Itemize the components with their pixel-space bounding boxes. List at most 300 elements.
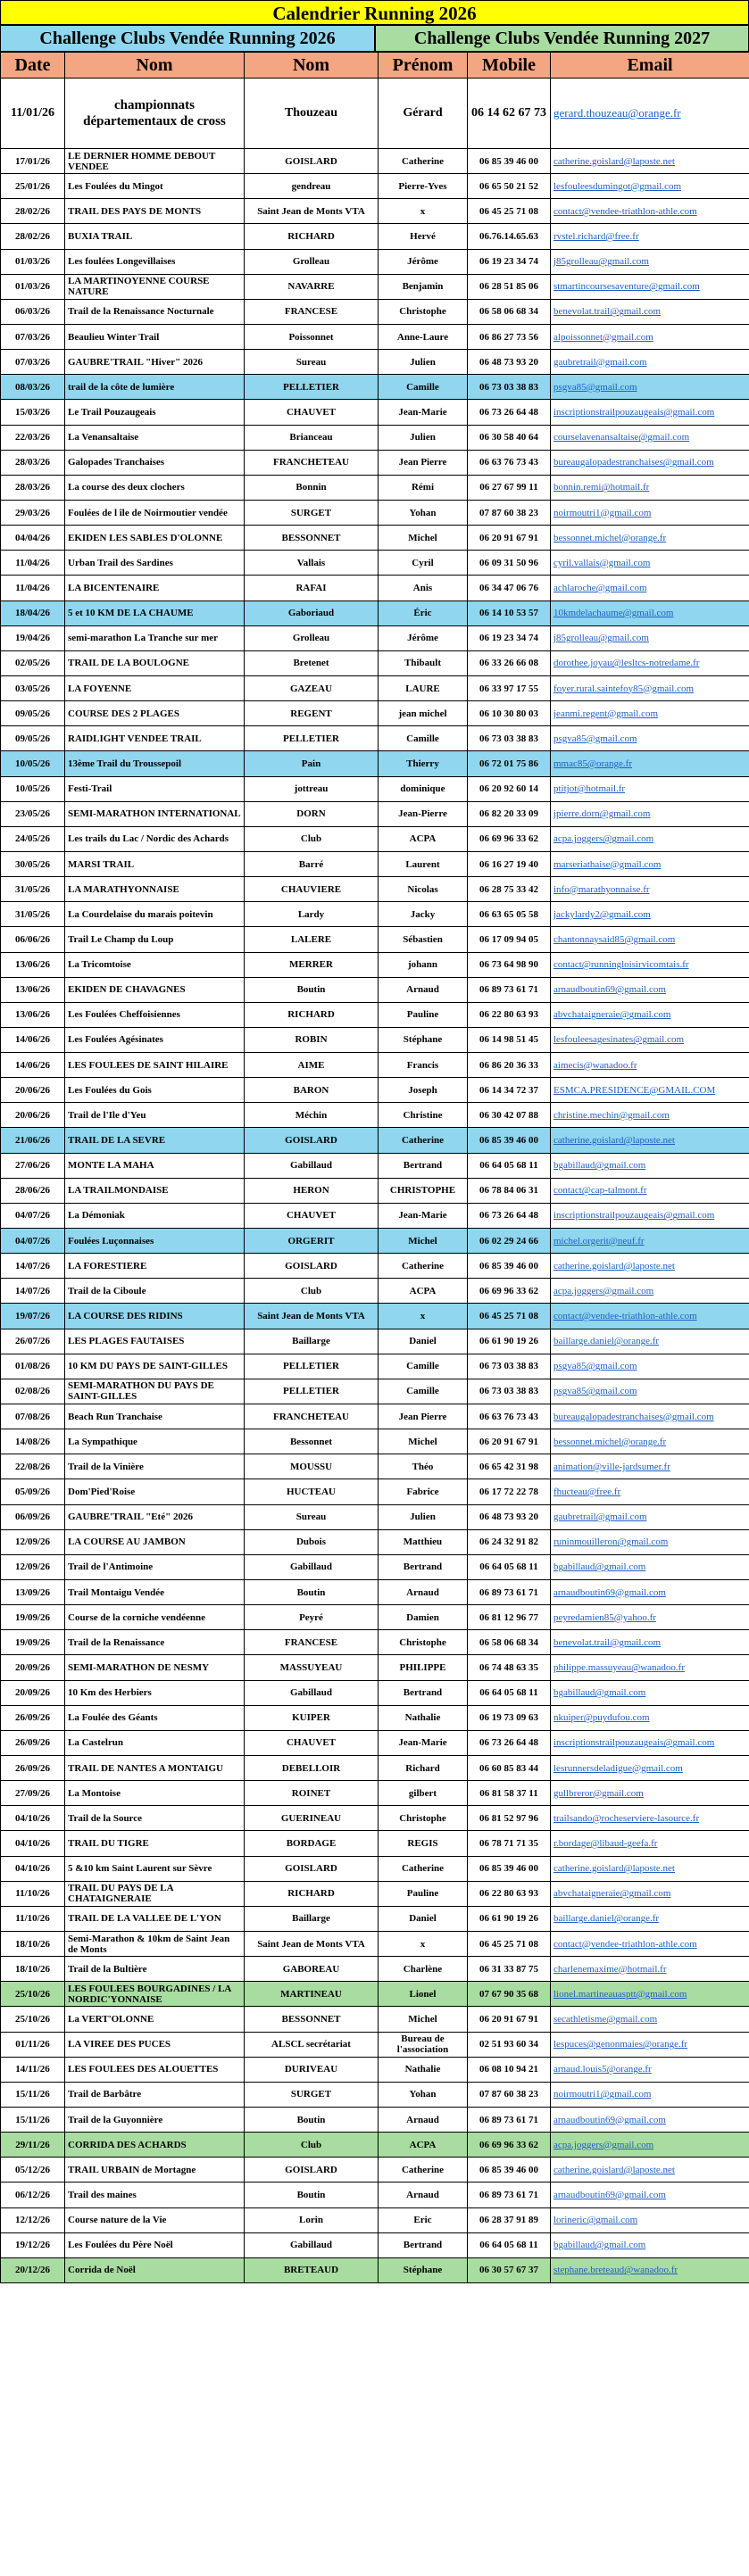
table-row	[1, 675, 749, 700]
email-link[interactable]: j85grolleau@gmail.com	[551, 625, 749, 650]
table-row	[1, 375, 749, 400]
date-cell: 20/06/26	[1, 1103, 65, 1128]
first-name-cell: Charlène	[379, 1957, 468, 1982]
email-link[interactable]: inscriptionstrailpouzaugeais@gmail.com	[551, 1730, 749, 1755]
contact-name-cell: MASSUYEAU	[245, 1655, 379, 1680]
first-name-cell: Camille	[379, 726, 468, 751]
mobile-cell: 06 60 85 83 44	[468, 1756, 551, 1781]
mobile-cell: 06 65 50 21 52	[468, 174, 551, 199]
mobile-cell: 06 02 29 24 66	[468, 1229, 551, 1254]
email-link[interactable]: stmartincoursesaventure@gmail.com	[551, 274, 749, 299]
email-link[interactable]: runinmouilleron@gmail.com	[551, 1529, 749, 1554]
email-link[interactable]: inscriptionstrailpouzaugeais@gmail.com	[551, 1203, 749, 1228]
table-row	[1, 1254, 749, 1279]
first-name-cell: Daniel	[379, 1906, 468, 1931]
mobile-cell: 06 69 96 33 62	[468, 1279, 551, 1304]
email-link[interactable]: bgabillaud@gmail.com	[551, 1680, 749, 1705]
mobile-cell: 06 89 73 61 71	[468, 977, 551, 1002]
date-cell: 04/07/26	[1, 1229, 65, 1254]
table-row	[1, 701, 749, 726]
date-cell: 15/11/26	[1, 2107, 65, 2132]
event-name-cell: Les Foulées du Père Noël	[65, 2232, 245, 2257]
table-row	[1, 1153, 749, 1178]
email-link[interactable]: acpa.joggers@gmail.com	[551, 826, 749, 851]
date-cell: 03/05/26	[1, 675, 65, 700]
email-link[interactable]: chantonnaysaid85@gmail.com	[551, 927, 749, 952]
first-name-cell: Benjamin	[379, 274, 468, 299]
mobile-cell: 06 78 84 06 31	[468, 1178, 551, 1203]
mobile-cell: 06 74 48 63 35	[468, 1655, 551, 1680]
email-link[interactable]: jpierre.dorn@gmail.com	[551, 801, 749, 826]
email-link[interactable]: gerard.thouzeau@orange.fr	[551, 79, 749, 149]
first-name-cell: dominique	[379, 776, 468, 801]
contact-name-cell: Peyré	[245, 1605, 379, 1630]
table-row	[1, 1982, 749, 2007]
email-link[interactable]: abvchataigneraie@gmail.com	[551, 1881, 749, 1906]
table-row	[1, 1856, 749, 1881]
email-link[interactable]: catherine.goislard@laposte.net	[551, 1856, 749, 1881]
email-link[interactable]: ESMCA.PRESIDENCE@GMAIL.COM	[551, 1078, 749, 1103]
header-row	[1, 53, 749, 79]
contact-name-cell: Gabillaud	[245, 1680, 379, 1705]
email-link[interactable]: contact@cap-talmont.fr	[551, 1178, 749, 1203]
contact-name-cell: HERON	[245, 1178, 379, 1203]
column-header-contact-name: Nom	[245, 53, 379, 79]
email-link[interactable]: lesfouleesagesinates@gmail.com	[551, 1027, 749, 1052]
event-name-cell: RAIDLIGHT VENDEE TRAIL	[65, 726, 245, 751]
event-name-cell: La Démoniak	[65, 1203, 245, 1228]
contact-name-cell: GOISLARD	[245, 1128, 379, 1153]
date-cell: 31/05/26	[1, 877, 65, 902]
email-link[interactable]: philippe.massuyeau@wanadoo.fr	[551, 1655, 749, 1680]
event-name-cell: Course nature de la Vie	[65, 2207, 245, 2232]
first-name-cell: Jean Pierre	[379, 450, 468, 475]
email-link[interactable]: info@marathyonnaise.fr	[551, 877, 749, 902]
mobile-cell: 06 69 96 33 62	[468, 2133, 551, 2158]
event-name-cell: Les Foulées Cheffoisiennes	[65, 1002, 245, 1027]
contact-name-cell: Gabillaud	[245, 2232, 379, 2257]
first-name-cell: Daniel	[379, 1329, 468, 1354]
contact-name-cell: ALSCL secrétariat	[245, 2032, 379, 2057]
mobile-cell: 06 30 58 40 64	[468, 425, 551, 450]
date-cell: 04/10/26	[1, 1806, 65, 1831]
event-name-cell: LA MARTINOYENNE COURSE NATURE	[65, 274, 245, 299]
contact-name-cell: SURGET	[245, 500, 379, 525]
email-link[interactable]: contact@vendee-triathlon-athle.com	[551, 1304, 749, 1329]
first-name-cell: Jean Pierre	[379, 1404, 468, 1429]
email-link[interactable]: gaubretrail@gmail.com	[551, 350, 749, 375]
contact-name-cell: Poissonnet	[245, 324, 379, 349]
email-link[interactable]: gaubretrail@gmail.com	[551, 1504, 749, 1529]
column-header-event-name: Nom	[65, 53, 245, 79]
email-link[interactable]: lesrunnersdeladigue@gmail.com	[551, 1756, 749, 1781]
mobile-cell: 06 64 05 68 11	[468, 1153, 551, 1178]
mobile-cell: 06 86 20 36 33	[468, 1053, 551, 1078]
date-cell: 15/03/26	[1, 400, 65, 425]
email-link[interactable]: peyredamien85@yahoo.fr	[551, 1605, 749, 1630]
date-cell: 05/09/26	[1, 1479, 65, 1504]
event-name-cell: LES FOULEES BOURGADINES / LA NORDIC'YONNAISE	[65, 1982, 245, 2007]
event-name-cell: Trail de la Source	[65, 1806, 245, 1831]
email-link[interactable]: bureaugalopadestranchaises@gmail.com	[551, 450, 749, 475]
email-link[interactable]: bessonnet.michel@orange.fr	[551, 1429, 749, 1454]
date-cell: 29/11/26	[1, 2133, 65, 2158]
event-name-cell: SEMI-MARATHON DE NESMY	[65, 1655, 245, 1680]
mobile-cell: 06 86 27 73 56	[468, 324, 551, 349]
event-name-cell: MONTE LA MAHA	[65, 1153, 245, 1178]
email-link[interactable]: lorineric@gmail.com	[551, 2207, 749, 2232]
first-name-cell: Jérôme	[379, 249, 468, 274]
first-name-cell: ACPA	[379, 2133, 468, 2158]
contact-name-cell: BESSONNET	[245, 2007, 379, 2032]
email-link[interactable]: acpa.joggers@gmail.com	[551, 1279, 749, 1304]
table-row	[1, 1781, 749, 1806]
first-name-cell: Joseph	[379, 1078, 468, 1103]
mobile-cell: 06 19 23 34 74	[468, 625, 551, 650]
date-cell: 19/07/26	[1, 1304, 65, 1329]
email-link[interactable]: psgva85@gmail.com	[551, 1354, 749, 1379]
table-row	[1, 500, 749, 525]
mobile-cell: 06 28 51 85 06	[468, 274, 551, 299]
event-name-cell: GAUBRE'TRAIL "Eté" 2026	[65, 1504, 245, 1529]
email-link[interactable]: bureaugalopadestranchaises@gmail.com	[551, 1404, 749, 1429]
table-row	[1, 1002, 749, 1027]
first-name-cell: Arnaud	[379, 2183, 468, 2207]
email-link[interactable]: noirmoutri1@gmail.com	[551, 2082, 749, 2107]
contact-name-cell: Méchin	[245, 1103, 379, 1128]
mobile-cell: 06 85 39 46 00	[468, 149, 551, 174]
table-row	[1, 826, 749, 851]
event-name-cell: La Tricomtoise	[65, 952, 245, 977]
email-link[interactable]: michel.orgerit@neuf.fr	[551, 1229, 749, 1254]
table-row	[1, 2057, 749, 2082]
mobile-cell: 06 73 03 38 83	[468, 1379, 551, 1404]
email-link[interactable]: jackylardy2@gmail.com	[551, 902, 749, 927]
mobile-cell: 06 73 26 64 48	[468, 1730, 551, 1755]
date-cell: 04/10/26	[1, 1856, 65, 1881]
contact-name-cell: PELLETIER	[245, 1354, 379, 1379]
email-link[interactable]: bessonnet.michel@orange.fr	[551, 526, 749, 551]
first-name-cell: Théo	[379, 1454, 468, 1479]
email-link[interactable]: noirmoutri1@gmail.com	[551, 500, 749, 525]
date-cell: 12/09/26	[1, 1529, 65, 1554]
email-link[interactable]: psgva85@gmail.com	[551, 726, 749, 751]
mobile-cell: 06 78 71 71 35	[468, 1831, 551, 1856]
email-link[interactable]: contact@runningloisirvicomtais.fr	[551, 952, 749, 977]
sheet-title: Calendrier Running 2026	[0, 0, 749, 25]
date-cell: 19/04/26	[1, 625, 65, 650]
event-name-cell: Trail de la Ciboule	[65, 1279, 245, 1304]
date-cell: 29/03/26	[1, 500, 65, 525]
email-link[interactable]: arnaud.louis5@orange.fr	[551, 2057, 749, 2082]
email-link[interactable]: gullbreror@gmail.com	[551, 1781, 749, 1806]
event-name-cell: LA VIREE DES PUCES	[65, 2032, 245, 2057]
contact-name-cell: Boutin	[245, 1580, 379, 1605]
first-name-cell: Michel	[379, 1429, 468, 1454]
first-name-cell: johann	[379, 952, 468, 977]
event-name-cell: BUXIA TRAIL	[65, 224, 245, 249]
mobile-cell: 06 22 80 63 93	[468, 1881, 551, 1906]
contact-name-cell: MARTINEAU	[245, 1982, 379, 2007]
table-row	[1, 1705, 749, 1730]
date-cell: 10/05/26	[1, 776, 65, 801]
email-link[interactable]: marseriathaise@gmail.com	[551, 851, 749, 876]
date-cell: 07/08/26	[1, 1404, 65, 1429]
first-name-cell: Bertrand	[379, 1680, 468, 1705]
mobile-cell: 07 67 90 35 68	[468, 1982, 551, 2007]
event-name-cell: SEMI-MARATHON INTERNATIONAL	[65, 801, 245, 826]
first-name-cell: Julien	[379, 425, 468, 450]
email-link[interactable]: bonnin.remi@hotmail.fr	[551, 475, 749, 500]
event-name-cell: Foulées Luçonnaises	[65, 1229, 245, 1254]
table-row	[1, 350, 749, 375]
first-name-cell: Pauline	[379, 1881, 468, 1906]
date-cell: 01/03/26	[1, 249, 65, 274]
mobile-cell: 06 08 10 94 21	[468, 2057, 551, 2082]
email-link[interactable]: trailsando@rocheserviere-lasource.fr	[551, 1806, 749, 1831]
email-link[interactable]: inscriptionstrailpouzaugeais@gmail.com	[551, 400, 749, 425]
contact-name-cell: Vallais	[245, 551, 379, 576]
date-cell: 14/06/26	[1, 1053, 65, 1078]
table-row	[1, 174, 749, 199]
date-cell: 22/03/26	[1, 425, 65, 450]
contact-name-cell: PELLETIER	[245, 375, 379, 400]
mobile-cell: 06 33 97 17 55	[468, 675, 551, 700]
contact-name-cell: KUIPER	[245, 1705, 379, 1730]
first-name-cell: Jacky	[379, 902, 468, 927]
contact-name-cell: DEBELLOIR	[245, 1756, 379, 1781]
email-link[interactable]: bgabillaud@gmail.com	[551, 1153, 749, 1178]
mobile-cell: 06 89 73 61 71	[468, 2107, 551, 2132]
email-link[interactable]: acpa.joggers@gmail.com	[551, 2133, 749, 2158]
email-link[interactable]: ptitjot@hotmail.fr	[551, 776, 749, 801]
first-name-cell: Eric	[379, 2207, 468, 2232]
mobile-cell: 06 10 30 80 03	[468, 701, 551, 726]
mobile-cell: 06 30 42 07 88	[468, 1103, 551, 1128]
first-name-cell: jean michel	[379, 701, 468, 726]
mobile-cell: 06 17 72 22 78	[468, 1479, 551, 1504]
first-name-cell: Gérard	[379, 79, 468, 149]
event-name-cell: LA FORESTIERE	[65, 1254, 245, 1279]
email-link[interactable]: catherine.goislard@laposte.net	[551, 2158, 749, 2183]
email-link[interactable]: baillarge.daniel@orange.fr	[551, 1906, 749, 1931]
event-name-cell: LA FOYENNE	[65, 675, 245, 700]
email-link[interactable]: bgabillaud@gmail.com	[551, 2232, 749, 2257]
contact-name-cell: Baillarge	[245, 1329, 379, 1354]
first-name-cell: Damien	[379, 1605, 468, 1630]
date-cell: 28/02/26	[1, 224, 65, 249]
mobile-cell: 06 64 05 68 11	[468, 2232, 551, 2257]
date-cell: 14/07/26	[1, 1254, 65, 1279]
first-name-cell: Matthieu	[379, 1529, 468, 1554]
table-row	[1, 1730, 749, 1755]
email-link[interactable]: lesfouleesdumingot@gmail.com	[551, 174, 749, 199]
email-link[interactable]: r.bordage@libaud-geefa.fr	[551, 1831, 749, 1856]
email-link[interactable]: arnaudboutin69@gmail.com	[551, 2107, 749, 2132]
email-link[interactable]: contact@vendee-triathlon-athle.com	[551, 1931, 749, 1956]
date-cell: 06/12/26	[1, 2183, 65, 2207]
table-row	[1, 299, 749, 324]
first-name-cell: Christine	[379, 1103, 468, 1128]
mobile-cell: 06 45 25 71 08	[468, 1304, 551, 1329]
email-link[interactable]: mmac85@orange.fr	[551, 751, 749, 776]
contact-name-cell: Pain	[245, 751, 379, 776]
email-link[interactable]: achlaroche@gmail.com	[551, 576, 749, 601]
table-row	[1, 1027, 749, 1052]
table-row	[1, 450, 749, 475]
first-name-cell: Nathalie	[379, 2057, 468, 2082]
contact-name-cell: Gabillaud	[245, 1554, 379, 1579]
mobile-cell: 06 20 91 67 91	[468, 2007, 551, 2032]
first-name-cell: Arnaud	[379, 977, 468, 1002]
email-link[interactable]: dorothee.joyau@lesltcs-notredame.fr	[551, 650, 749, 675]
first-name-cell: Bertrand	[379, 1153, 468, 1178]
table-row	[1, 400, 749, 425]
contact-name-cell: RICHARD	[245, 224, 379, 249]
first-name-cell: Rémi	[379, 475, 468, 500]
date-cell: 13/06/26	[1, 1002, 65, 1027]
event-name-cell: GAUBRE'TRAIL "Hiver" 2026	[65, 350, 245, 375]
column-header-date: Date	[1, 53, 65, 79]
email-link[interactable]: lionel.martineauasptt@gmail.com	[551, 1982, 749, 2007]
email-link[interactable]: bgabillaud@gmail.com	[551, 1554, 749, 1579]
table-row	[1, 1931, 749, 1956]
email-link[interactable]: nkuiper@puydufou.com	[551, 1705, 749, 1730]
date-cell: 06/09/26	[1, 1504, 65, 1529]
event-name-cell: Trail de l'Ile d'Yeu	[65, 1103, 245, 1128]
table-row	[1, 877, 749, 902]
email-link[interactable]: christine.mechin@gmail.com	[551, 1103, 749, 1128]
email-link[interactable]: stephane.breteaud@wanadoo.fr	[551, 2257, 749, 2282]
email-link[interactable]: alpoissonnet@gmail.com	[551, 324, 749, 349]
date-cell: 11/04/26	[1, 551, 65, 576]
mobile-cell: 06 58 06 68 34	[468, 1630, 551, 1655]
contact-name-cell: CHAUVIERE	[245, 877, 379, 902]
contact-name-cell: RICHARD	[245, 1002, 379, 1027]
email-link[interactable]: secathletisme@gmail.com	[551, 2007, 749, 2032]
contact-name-cell: ORGERIT	[245, 1229, 379, 1254]
first-name-cell: Anis	[379, 576, 468, 601]
email-link[interactable]: cyril.vallais@gmail.com	[551, 551, 749, 576]
date-cell: 31/05/26	[1, 902, 65, 927]
first-name-cell: Cyril	[379, 551, 468, 576]
email-link[interactable]: arnaudboutin69@gmail.com	[551, 977, 749, 1002]
email-link[interactable]: arnaudboutin69@gmail.com	[551, 2183, 749, 2207]
email-link[interactable]: benevolat.trail@gmail.com	[551, 1630, 749, 1655]
email-link[interactable]: benevolat.trail@gmail.com	[551, 299, 749, 324]
event-name-cell: CORRIDA DES ACHARDS	[65, 2133, 245, 2158]
email-link[interactable]: baillarge.daniel@orange.fr	[551, 1329, 749, 1354]
table-row	[1, 1806, 749, 1831]
email-link[interactable]: animation@ville-jardsumer.fr	[551, 1454, 749, 1479]
contact-name-cell: ROBIN	[245, 1027, 379, 1052]
first-name-cell: Bertrand	[379, 1554, 468, 1579]
event-name-cell: LA TRAILMONDAISE	[65, 1178, 245, 1203]
email-link[interactable]: jeanmi.regent@gmail.com	[551, 701, 749, 726]
table-row	[1, 1078, 749, 1103]
email-link[interactable]: lespuces@genonmaies@orange.fr	[551, 2032, 749, 2057]
email-link[interactable]: psgva85@gmail.com	[551, 375, 749, 400]
email-link[interactable]: rvstel.richard@free.fr	[551, 224, 749, 249]
contact-name-cell: Boutin	[245, 2107, 379, 2132]
mobile-cell: 06 85 39 46 00	[468, 1254, 551, 1279]
email-link[interactable]: abvchataigneraie@gmail.com	[551, 1002, 749, 1027]
event-name-cell: championnats départementaux de cross	[65, 79, 245, 149]
first-name-cell: Fabrice	[379, 1479, 468, 1504]
email-link[interactable]: aimecis@wanadoo.fr	[551, 1053, 749, 1078]
first-name-cell: Francis	[379, 1053, 468, 1078]
events-table	[0, 52, 749, 2283]
table-row	[1, 1906, 749, 1931]
mobile-cell: 06 63 65 05 58	[468, 902, 551, 927]
date-cell: 23/05/26	[1, 801, 65, 826]
first-name-cell: Bertrand	[379, 2232, 468, 2257]
email-link[interactable]: foyer.rural.saintefoy85@gmail.com	[551, 675, 749, 700]
event-name-cell: Galopades Tranchaises	[65, 450, 245, 475]
first-name-cell: Bureau de l'association	[379, 2032, 468, 2057]
contact-name-cell: GOISLARD	[245, 1254, 379, 1279]
first-name-cell: Éric	[379, 601, 468, 625]
mobile-cell: 06 17 09 94 05	[468, 927, 551, 952]
mobile-cell: 06 73 03 38 83	[468, 1354, 551, 1379]
table-row	[1, 249, 749, 274]
contact-name-cell: CHAUVET	[245, 1730, 379, 1755]
table-row	[1, 149, 749, 174]
contact-name-cell: GOISLARD	[245, 1856, 379, 1881]
date-cell: 07/03/26	[1, 350, 65, 375]
first-name-cell: Pierre-Yves	[379, 174, 468, 199]
mobile-cell: 06 31 33 87 75	[468, 1957, 551, 1982]
first-name-cell: REGIS	[379, 1831, 468, 1856]
table-row	[1, 1203, 749, 1228]
date-cell: 30/05/26	[1, 851, 65, 876]
mobile-cell: 06 45 25 71 08	[468, 199, 551, 224]
date-cell: 02/08/26	[1, 1379, 65, 1404]
email-link[interactable]: 10kmdelachaume@gmail.com	[551, 601, 749, 625]
first-name-cell: Camille	[379, 1379, 468, 1404]
contact-name-cell: AIME	[245, 1053, 379, 1078]
contact-name-cell: GOISLARD	[245, 2158, 379, 2183]
event-name-cell: 10 Km des Herbiers	[65, 1680, 245, 1705]
date-cell: 19/09/26	[1, 1630, 65, 1655]
mobile-cell: 06 72 01 75 86	[468, 751, 551, 776]
mobile-cell: 06 63 76 73 43	[468, 1404, 551, 1429]
event-name-cell: Dom'Pied'Roise	[65, 1479, 245, 1504]
email-link[interactable]: catherine.goislard@laposte.net	[551, 1254, 749, 1279]
email-link[interactable]: courselavenansaltaise@gmail.com	[551, 425, 749, 450]
email-link[interactable]: contact@vendee-triathlon-athle.com	[551, 199, 749, 224]
email-link[interactable]: j85grolleau@gmail.com	[551, 249, 749, 274]
contact-name-cell: FRANCHETEAU	[245, 1404, 379, 1429]
event-name-cell: Beaulieu Winter Trail	[65, 324, 245, 349]
email-link[interactable]: catherine.goislard@laposte.net	[551, 1128, 749, 1153]
first-name-cell: Laurent	[379, 851, 468, 876]
email-link[interactable]: charlenemaxime@hotmail.fr	[551, 1957, 749, 1982]
email-link[interactable]: arnaudboutin69@gmail.com	[551, 1580, 749, 1605]
contact-name-cell: Sureau	[245, 1504, 379, 1529]
email-link[interactable]: fhucteau@free.fr	[551, 1479, 749, 1504]
date-cell: 04/04/26	[1, 526, 65, 551]
contact-name-cell: DURIVEAU	[245, 2057, 379, 2082]
event-name-cell: Trail de la Renaissance Nocturnale	[65, 299, 245, 324]
email-link[interactable]: psgva85@gmail.com	[551, 1379, 749, 1404]
contact-name-cell: Lorin	[245, 2207, 379, 2232]
first-name-cell: Arnaud	[379, 2107, 468, 2132]
date-cell: 12/12/26	[1, 2207, 65, 2232]
email-link[interactable]: catherine.goislard@laposte.net	[551, 149, 749, 174]
date-cell: 11/10/26	[1, 1906, 65, 1931]
first-name-cell: Catherine	[379, 149, 468, 174]
